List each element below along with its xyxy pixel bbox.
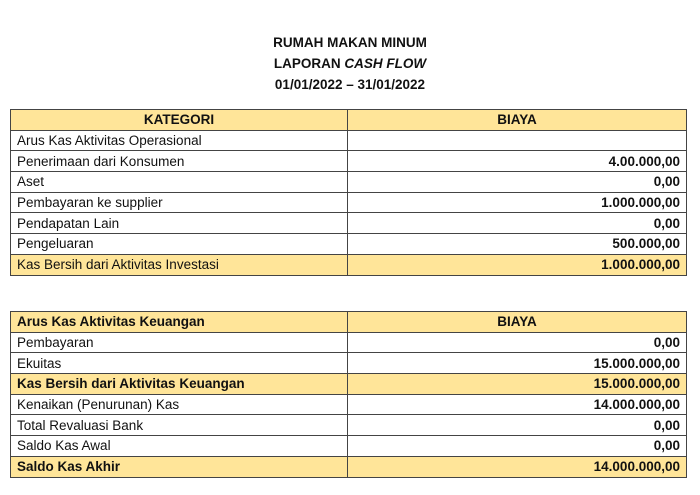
table-header-row	[11, 312, 687, 333]
header-biaya: BIAYA	[348, 110, 687, 131]
header-kategori: KATEGORI	[11, 110, 348, 131]
table-row: Pembayaran ke supplier 1.000.000,00	[11, 192, 687, 213]
header-keuangan: Arus Kas Aktivitas Keuangan	[11, 312, 348, 333]
table-row: Pembayaran 0,00	[11, 332, 687, 353]
report-title-italic: CASH FLOW	[344, 56, 427, 71]
table-row: Aset 0,00	[11, 172, 687, 193]
financing-cashflow-table	[10, 311, 687, 478]
report-title: LAPORAN CASH FLOW	[273, 56, 427, 71]
report-period: 01/01/2022 – 31/01/2022	[274, 77, 426, 92]
table-row: Pendapatan Lain 0,00	[11, 213, 687, 234]
company-name: RUMAH MAKAN MINUM	[273, 35, 427, 50]
total-row: Kas Bersih dari Aktivitas Investasi 1.000.000,00	[11, 254, 687, 275]
header-biaya: BIAYA	[348, 312, 687, 333]
subtotal-row: Kas Bersih dari Aktivitas Keuangan 15.000.000,00	[11, 374, 687, 395]
total-row: Saldo Kas Akhir 14.000.000,00	[11, 456, 687, 477]
table-row: Total Revaluasi Bank 0,00	[11, 415, 687, 436]
table-row: Ekuitas 15.000.000,00	[11, 353, 687, 374]
table-header-row	[11, 110, 687, 131]
operational-cashflow-table	[10, 109, 687, 276]
table-row: Kenaikan (Penurunan) Kas 14.000.000,00	[11, 394, 687, 415]
table-row: Arus Kas Aktivitas Operasional	[11, 130, 687, 151]
table-row: Penerimaan dari Konsumen 4.00.000,00	[11, 151, 687, 172]
table-row: Saldo Kas Awal 0,00	[11, 436, 687, 457]
table-row: Pengeluaran 500.000,00	[11, 234, 687, 255]
